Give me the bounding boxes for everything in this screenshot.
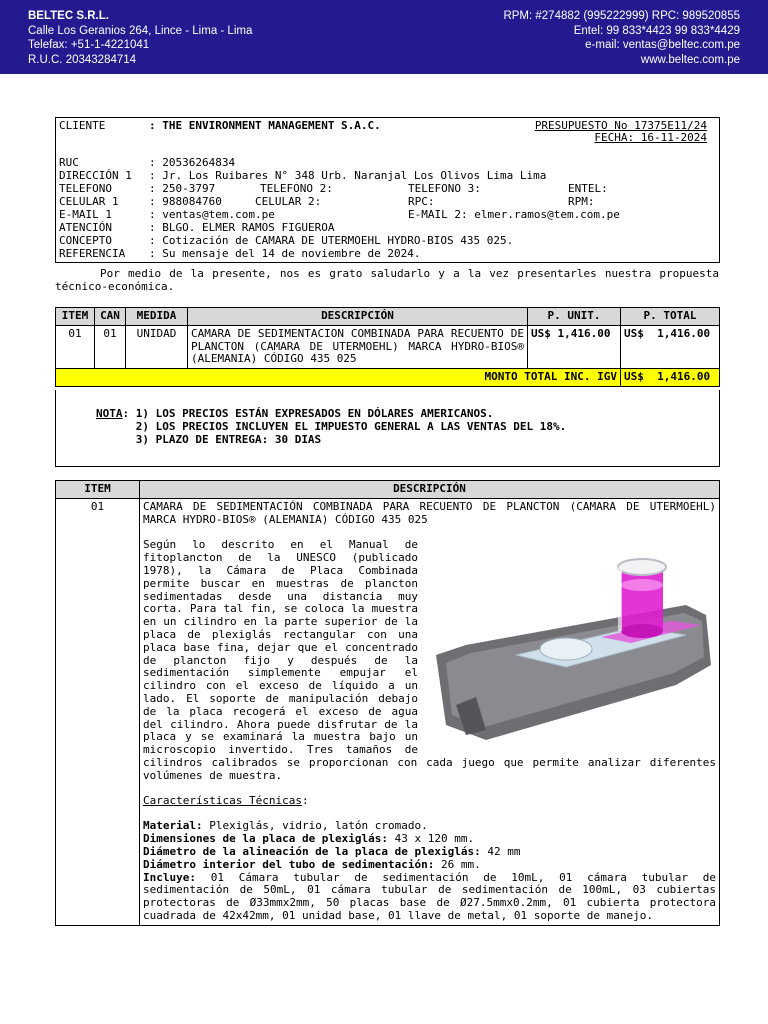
detail-title: CAMARA DE SEDIMENTACIÓN COMBINADA PARA RECUENTO DE PLANCTON (CAMARA DE UTERMOEHL) MARCA HYDRO-BIOS® (ALEMANIA) CÓDIGO 435 025 — [143, 499, 716, 526]
col-item: ITEM — [56, 308, 95, 326]
spec-key: Incluye: — [143, 870, 196, 884]
presupuesto-number: PRESUPUESTO No 17375E11/24 — [534, 119, 707, 132]
email-value: ventas@tem.com.pe — [162, 208, 275, 221]
detail-description: CAMARA DE SEDIMENTACIÓN COMBINADA PARA RECUENTO DE PLANCTON (CAMARA DE UTERMOEHL) MARCA HYDRO-BIOS® (ALEMANIA) CÓDIGO 435 025 Según lo descrito en el Manual de fitoplancton de la UNESCO (publicado 1978), la Cámara de Placa Combinada permite buscar en muestras de plancton sedimentadas desde una distancia muy corta. Para tal fin, se coloca la muestra en un cilindro en la parte superior de la placa de plexiglás rectangular con una placa base fina, dejar que el concentrado de plancton fijo y después de la sedimentación simplemente empujar el cilindro con el exceso de líquido a un lado. El soporte de manipulación debajo de la placa recogerá el exceso de agua del cilindro. Ahora puede disfrutar de la placa y se examinará la muestra bajo un microscopio invertido. Tres tamaños de cilindros calibrados se proporcionan con cada juego que permite analizar diferentes volúmenes de muestra. Características Técnicas: Material: Plexiglás, vidrio, latón cromado. Dimensiones de la placa de plexiglás: 43 x 120 mm. Diámetro de la alineación de la placa de plexiglás: 42 mm Diámetro interior del tubo de sedimentación: 26 mm. Incluye: 01 Cámara tubular de sedimentación de 10mL, 01 cámara tubular de sedimentación de 50mL, 01 cámara tubular de sedimentación de 100mL, 03 cubiertas protectoras de Ø33mmx2mm, 50 placas base de Ø27.5mmx0.2mm, 01 cubierta protectora cuadrada de 42x42mm, 01 unidad base, 01 llave de metal, 01 soporte de manejo. — [140, 498, 720, 925]
note-3: 3) PLAZO DE ENTREGA: 30 DIAS — [135, 433, 322, 446]
entel-label: ENTEL: — [568, 182, 608, 195]
spec-key: Diámetro de la alineación de la placa de plexiglás: — [143, 844, 481, 858]
row-item: 01 — [56, 325, 95, 368]
detail-body: Según lo descrito en el Manual de fitoplancton de la UNESCO (publicado 1978), la Cámara de Placa Combinada permite buscar en muestras de plancton sedimentadas desde una distancia muy corta. Para tal fin, se coloca la muestra en un cilindro en la parte superior de la placa de plexiglás rectangular con una placa base fina, dejar que el concentrado de plancton fijo y después de la sedimentación simplemente empujar el cilindro con el exceso de líquido a un lado. El soporte de manipulación debajo de la placa recogerá el exceso de agua del cilindro. Ahora puede disfrutar de la placa y se examinará la muestra bajo un microscopio invertido. Tres tamaños de cilindros calibrados se proporcionan con cada juego que permite analizar diferentes volúmenes de muestra. — [143, 538, 716, 782]
col-can: CAN — [95, 308, 126, 326]
referencia-value: Su mensaje del 14 de noviembre de 2024. — [162, 247, 421, 260]
col-descripcion: DESCRIPCIÓN — [188, 308, 528, 326]
contact-web: www.beltec.com.pe — [640, 53, 740, 66]
detail-item: 01 — [56, 498, 140, 925]
spec-key: Material: — [143, 819, 203, 833]
row-can: 01 — [95, 325, 126, 368]
fecha: FECHA: 16-11-2024 — [594, 131, 707, 144]
email-label: E-MAIL 1 — [59, 208, 112, 221]
direccion-value: Jr. Los Ruibares N° 348 Urb. Naranjal Los Olivos Lima Lima — [162, 169, 547, 182]
spec-value: 01 Cámara tubular de sedimentación de 10mL, 01 cámara tubular de sedimentación de 50mL, 01 cámara tubular de sedimentación de 100mL, 03 cubiertas protectoras de Ø33mmx2mm, 50 placas base de Ø27.5mmx0.2mm, 01 cubierta protectora cuadrada de 42x42mm, 01 unidad base, 01 llave de metal, 01 soporte de manejo. — [143, 870, 716, 922]
concepto-label: CONCEPTO — [59, 234, 112, 247]
intro-paragraph: Por medio de la presente, nos es grato saludarlo y a la vez presentarles nuestra propuesta técnico-económica. — [55, 267, 719, 293]
rpm-label: RPM: — [568, 195, 595, 208]
company-ruc: R.U.C. 20343284714 — [28, 53, 137, 66]
row-descripcion: CAMARA DE SEDIMENTACION COMBINADA PARA RECUENTO DE PLANCTON (CAMARA DE UTERMOEHL) MARCA HYDRO-BIOS® (ALEMANIA) CÓDIGO 435 025 — [188, 325, 528, 368]
celular2-label: CELULAR 2: — [255, 195, 322, 208]
company-name: BELTEC S.R.L. — [28, 10, 109, 22]
direccion-label: DIRECCIÓN 1 — [59, 169, 132, 182]
spec-value: 42 mm — [480, 844, 521, 858]
cliente-value: THE ENVIRONMENT MANAGEMENT S.A.C. — [162, 119, 381, 132]
colon: : — [149, 119, 163, 132]
company-address: Calle Los Geranios 264, Lince - Lima - Lima — [28, 24, 253, 37]
spec-heading: Características Técnicas — [143, 793, 302, 807]
telefono2-label: TELEFONO 2: — [260, 182, 333, 195]
quote-table — [55, 307, 720, 387]
telefono3-label: TELEFONO 3: — [408, 182, 481, 195]
spec-key: Dimensiones de la placa de plexiglás: — [143, 832, 389, 846]
detail-col-item: ITEM — [56, 481, 140, 499]
nota-label: NOTA — [96, 407, 123, 420]
table-row — [56, 498, 720, 925]
product-image — [426, 545, 716, 745]
spec-value: 43 x 120 mm. — [388, 832, 475, 846]
spec-value: Plexiglás, vidrio, latón cromado. — [202, 819, 428, 833]
telefono-label: TELEFONO — [59, 182, 112, 195]
celular-label: CELULAR 1 — [59, 195, 119, 208]
contact-block — [503, 9, 740, 67]
notes-lines: NOTA: 1) LOS PRECIOS ESTÁN EXPRESADOS EN DÓLARES AMERICANOS. 2) LOS PRECIOS INCLUYEN EL IMPUESTO GENERAL A LAS VENTAS DEL 18%. 3) PLAZO DE ENTREGA: 30 DIAS — [96, 407, 567, 446]
ruc-label: RUC — [59, 156, 79, 169]
client-info-box: CLIENTE : THE ENVIRONMENT MANAGEMENT S.A.C. PRESUPUESTO No 17375E11/24 FECHA: 16-11-2024 RUC : 20536264834 DIRECCIÓN 1 : Jr. Los Ruibares N° 348 Urb. Naranjal Los Olivos Lima Lima TELEFONO : 250-3797 TELEFONO 2: TELEFONO 3: ENTEL: CELULAR 1 : 988084760 CELULAR 2: RPC: RPM: E-MAIL 1 : ventas@tem.com.pe E-MAIL 2: elmer.ramos@tem.com.pe ATENCIÓN : BLGO. ELMER RAMOS FIGUEROA CONCEPTO : Cotización de CAMARA DE UTERMOEHL HYDRO-BIOS 435 025. REFERENCIA : Su mensaje del 14 de noviembre de 2024. — [55, 117, 720, 263]
total-value: US$ 1,416.00 — [621, 369, 720, 387]
celular-value: 988084760 — [162, 195, 222, 208]
letterhead — [0, 0, 768, 74]
row-unit-price: US$ 1,416.00 — [528, 325, 621, 368]
table-row — [56, 325, 720, 368]
spec-item — [143, 872, 716, 923]
row-medida: UNIDAD — [126, 325, 188, 368]
atencion-value: BLGO. ELMER RAMOS FIGUEROA — [162, 221, 335, 234]
note-1: 1) LOS PRECIOS ESTÁN EXPRESADOS EN DÓLARES AMERICANOS. — [135, 407, 494, 420]
email2: E-MAIL 2: elmer.ramos@tem.com.pe — [408, 208, 620, 221]
col-punit: P. UNIT. — [528, 308, 621, 326]
col-ptotal: P. TOTAL — [621, 308, 720, 326]
note-2: 2) LOS PRECIOS INCLUYEN EL IMPUESTO GENERAL A LAS VENTAS DEL 18%. — [135, 420, 567, 433]
spec-list — [143, 820, 716, 922]
contact-rpm: RPM: #274882 (995222999) RPC: 989520855 — [503, 10, 740, 22]
spec-value: 26 mm. — [434, 857, 481, 871]
company-telefax: Telefax: +51-1-4221041 — [28, 39, 150, 51]
detail-table — [55, 480, 720, 926]
telefono-value: 250-3797 — [162, 182, 216, 195]
spec-key: Diámetro interior del tubo de sedimentación: — [143, 857, 435, 871]
company-block — [28, 9, 252, 67]
detail-col-descripcion: DESCRIPCIÓN — [140, 481, 720, 499]
atencion-label: ATENCIÓN — [59, 221, 112, 234]
total-label: MONTO TOTAL INC. IGV — [56, 369, 621, 387]
contact-email: e-mail: ventas@beltec.com.pe — [585, 39, 740, 51]
referencia-label: REFERENCIA — [59, 247, 126, 260]
contact-entel: Entel: 99 833*4423 99 833*4429 — [573, 24, 740, 37]
row-total-price: US$ 1,416.00 — [621, 325, 720, 368]
col-medida: MEDIDA — [126, 308, 188, 326]
rpc-label: RPC: — [408, 195, 435, 208]
notes-box — [55, 390, 720, 467]
concepto-value: Cotización de CAMARA DE UTERMOEHL HYDRO-BIOS 435 025. — [162, 234, 514, 247]
total-row — [56, 369, 720, 387]
cliente-label: CLIENTE — [59, 119, 106, 132]
ruc-value: 20536264834 — [162, 156, 236, 169]
